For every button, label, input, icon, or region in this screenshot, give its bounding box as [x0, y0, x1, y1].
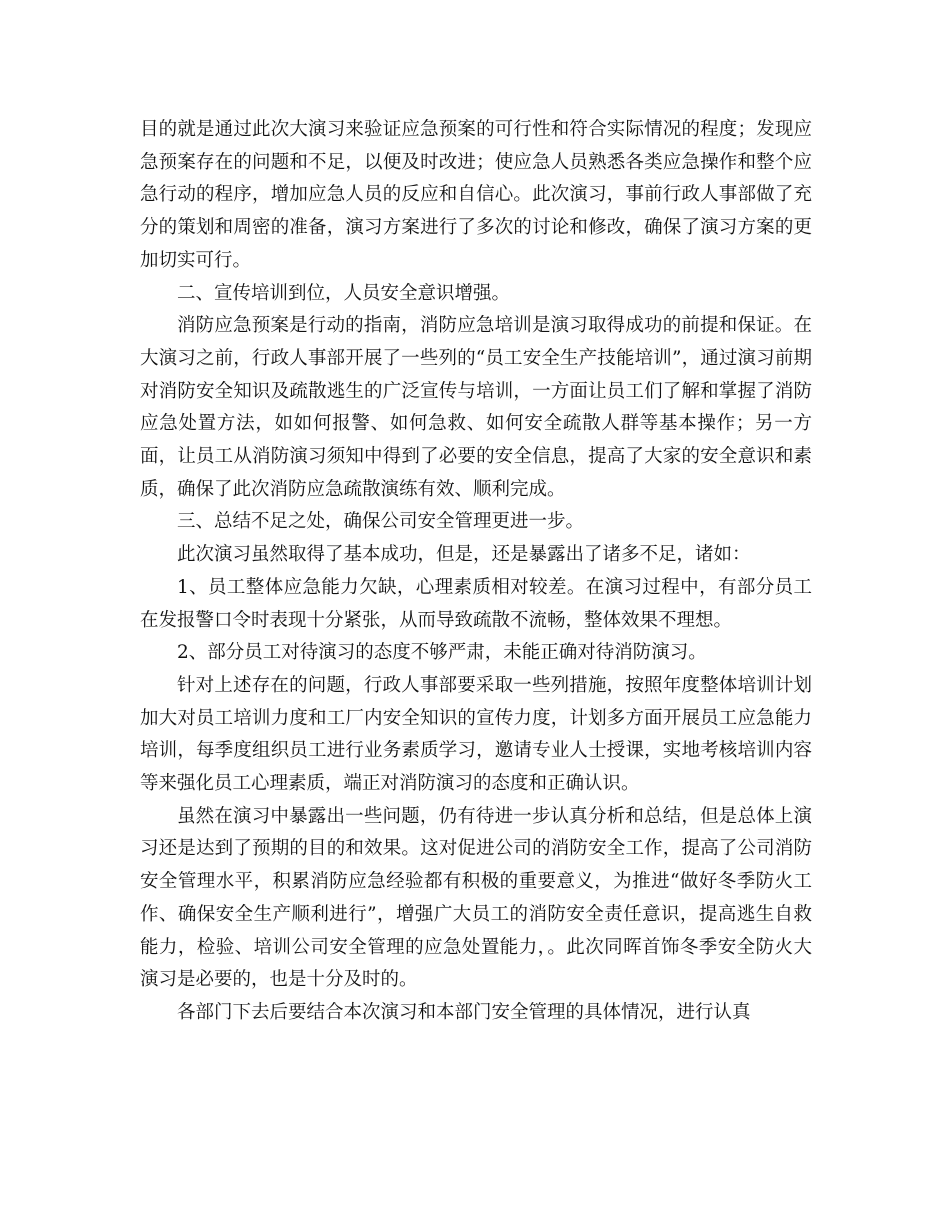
document-body	[140, 114, 812, 1030]
paragraph-5: 此次演习虽然取得了基本成功，但是，还是暴露出了诸多不足，诸如：	[177, 544, 751, 566]
paragraph-8: 针对上述存在的问题，行政人事部要采取一些列措施，按照年度整体培训计划加大对员工培训力度和工厂内安全知识的宣传力度，计划多方面开展员工应急能力培训，每季度组织员工进行业务素质学习，邀请专业人士授课，实地考核培训内容等来强化员工心理素质，端正对消防演习的态度和正确认识。	[140, 674, 812, 795]
list-item-1: 1、员工整体应急能力欠缺，心理素质相对较差。在演习过程中，有部分员工在发报警口令时表现十分紧张，从而导致疏散不流畅，整体效果不理想。	[140, 576, 812, 631]
paragraph-10: 各部门下去后要结合本次演习和本部门安全管理的具体情况，进行认真	[177, 1001, 751, 1023]
paragraph-9: 虽然在演习中暴露出一些问题，仍有待进一步认真分析和总结，但是总体上演习还是达到了预期的目的和效果。这对促进公司的消防安全工作，提高了公司消防安全管理水平，积累消防应急经验都有积极的重要意义，为推进“做好冬季防火工作、确保安全生产顺利进行”，增强广大员工的消防安全责任意识，提高逃生自救能力，检验、培训公司安全管理的应急处置能力，。此次同晖首饰冬季安全防火大演习是必要的，也是十分及时的。	[140, 805, 812, 991]
section-heading-2: 二、宣传培训到位，人员安全意识增强。	[177, 282, 511, 304]
paragraph-3: 消防应急预案是行动的指南，消防应急培训是演习取得成功的前提和保证。在大演习之前，行政人事部开展了一些列的“员工安全生产技能培训”，通过演习前期对消防安全知识及疏散逃生的广泛宣传与培训，一方面让员工们了解和掌握了消防应急处置方法，如如何报警、如何急救、如何安全疏散人群等基本操作；另一方面，让员工从消防演习须知中得到了必要的安全信息，提高了大家的安全意识和素质，确保了此次消防应急疏散演练有效、顺利完成。	[140, 315, 812, 500]
list-item-2: 2、部分员工对待演习的态度不够严肃，未能正确对待消防演习。	[177, 642, 707, 664]
paragraph-1: 目的就是通过此次大演习来验证应急预案的可行性和符合实际情况的程度；发现应急预案存在的问题和不足，以便及时改进；使应急人员熟悉各类应急操作和整个应急行动的程序，增加应急人员的反应和自信心。此次演习，事前行政人事部做了充分的策划和周密的准备，演习方案进行了多次的讨论和修改，确保了演习方案的更加切实可行。	[140, 119, 812, 271]
section-heading-3: 三、总结不足之处，确保公司安全管理更进一步。	[177, 511, 585, 533]
